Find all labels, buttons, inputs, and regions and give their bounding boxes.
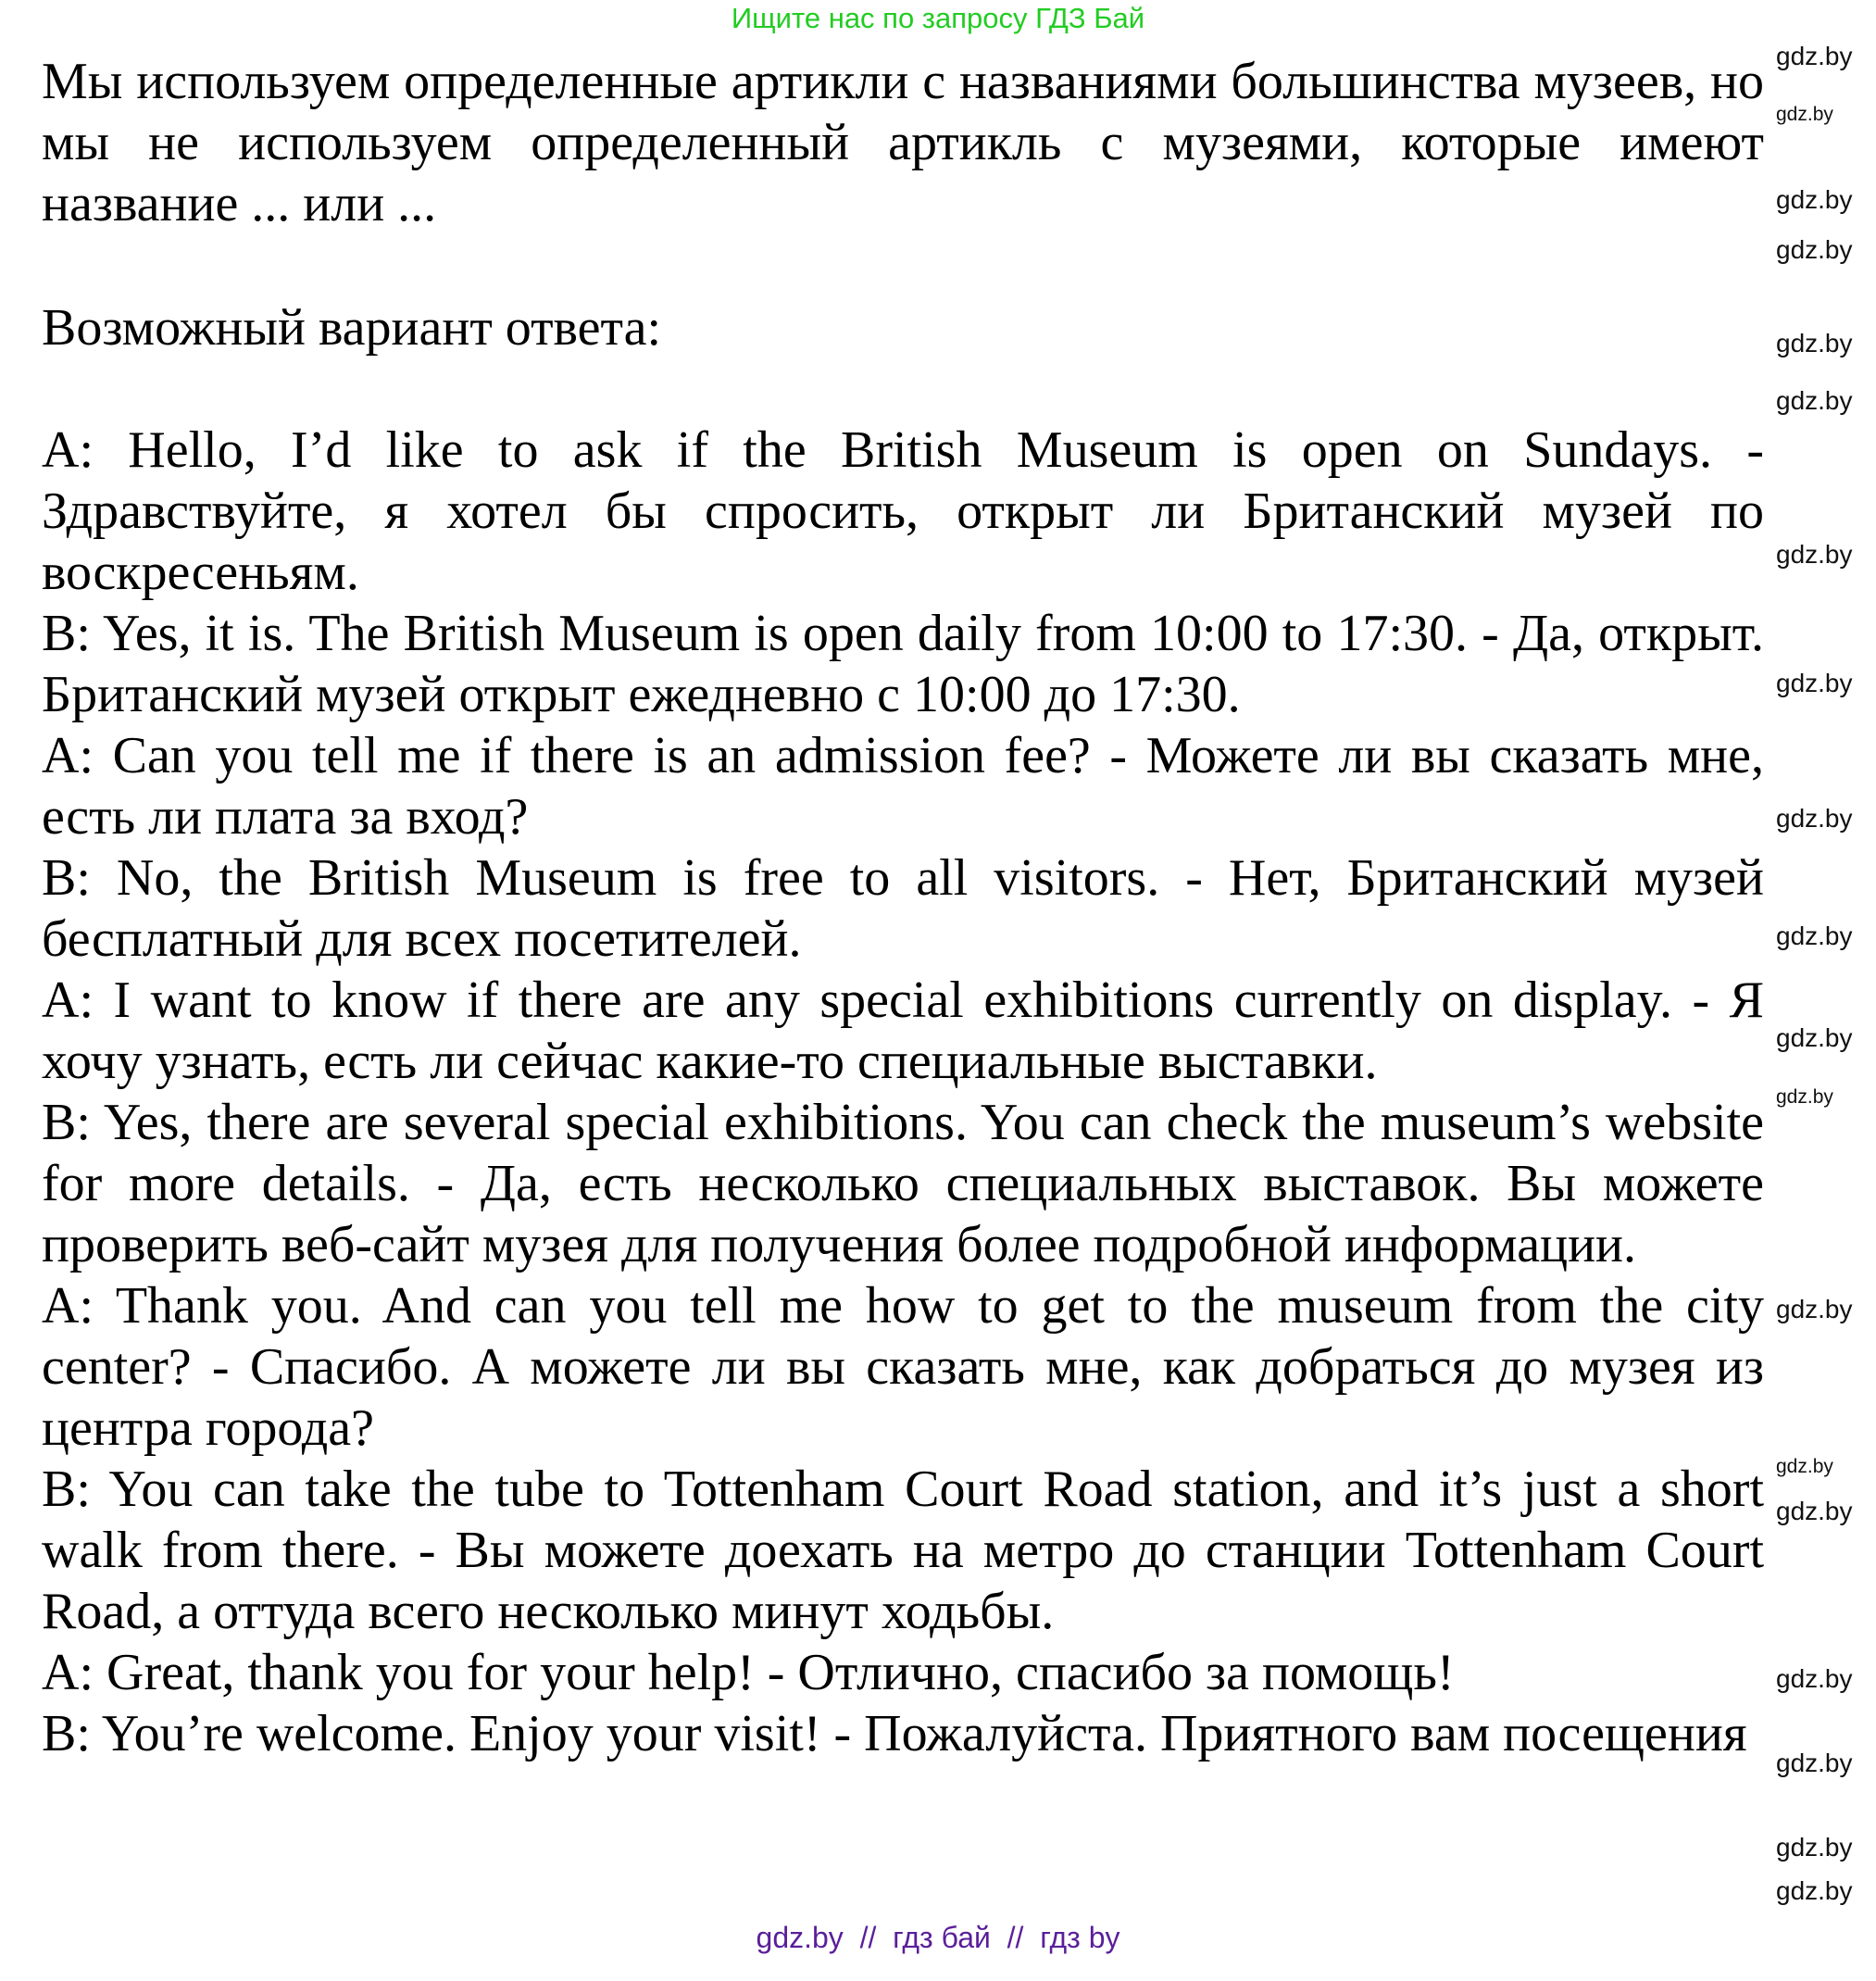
- watermark: gdz.by: [1776, 1295, 1853, 1323]
- watermark: gdz.by: [1776, 540, 1853, 569]
- watermark: gdz.by: [1776, 235, 1853, 264]
- dialogue: [42, 420, 1764, 1764]
- watermark: gdz.by: [1776, 329, 1853, 357]
- dialogue-line: B: Yes, it is. The British Museum is open daily from 10:00 to 17:30. - Да, открыт. Британский музей открыт ежедневно с 10:00 до 17:30.: [42, 605, 1764, 723]
- footer-links: gdz.by // гдз бай // гдз by: [756, 1921, 1120, 1954]
- watermark: gdz.by: [1776, 669, 1853, 697]
- watermark: gdz.by: [1776, 1833, 1853, 1862]
- task-text: Мы используем определенные артикли с названиями большинства музеев, но мы не используем определенный артикль с музеями, которые имеют название ... или ...: [42, 53, 1764, 232]
- dialogue-line: A: Hello, I’d like to ask if the British Museum is open on Sundays. - Здравствуйте, я хотел бы спросить, открыт ли Британский музей по воскресеньям.: [42, 421, 1764, 601]
- watermark: gdz.by: [1776, 1876, 1853, 1905]
- dialogue-line: B: No, the British Museum is free to all visitors. - Нет, Британский музей бесплатный для всех посетителей.: [42, 849, 1764, 968]
- dialogue-line: A: Can you tell me if there is an admission fee? - Можете ли вы сказать мне, есть ли плата за вход?: [42, 727, 1764, 846]
- watermark: gdz.by: [1776, 1497, 1853, 1525]
- watermark: gdz.by: [1776, 42, 1853, 70]
- dialogue-line: B: Yes, there are several special exhibitions. You can check the museum’s website for more details. - Да, есть несколько специальных выставок. Вы можете проверить веб-сайт музея для получения более подробной информации.: [42, 1094, 1764, 1273]
- watermark: gdz.by: [1776, 104, 1833, 125]
- watermark: gdz.by: [1776, 1664, 1853, 1693]
- watermark: gdz.by: [1776, 922, 1853, 950]
- watermark: gdz.by: [1776, 185, 1853, 214]
- dialogue-line: B: You’re welcome. Enjoy your visit! - Пожалуйста. Приятного вам посещения: [42, 1705, 1747, 1762]
- watermark: gdz.by: [1776, 1023, 1853, 1052]
- watermark: gdz.by: [1776, 1749, 1853, 1777]
- dialogue-line: A: Thank you. And can you tell me how to get to the museum from the city center? - Спасибо. А можете ли вы сказать мне, как добраться до музея из центра города?: [42, 1277, 1764, 1457]
- watermark: gdz.by: [1776, 804, 1853, 833]
- answer-heading: Возможный вариант ответа:: [42, 299, 662, 357]
- dialogue-line: B: You can take the tube to Tottenham Court Road station, and it’s just a short walk from there. - Вы можете доехать на метро до станции Tottenham Court Road, а оттуда всего несколько минут ходьбы.: [42, 1461, 1764, 1640]
- footer-row: [0, 1921, 1876, 1955]
- header-banner-row: [0, 2, 1876, 35]
- watermark: gdz.by: [1776, 1086, 1833, 1108]
- dialogue-line: A: Great, thank you for your help! - Отлично, спасибо за помощь!: [42, 1644, 1455, 1701]
- watermark: gdz.by: [1776, 1456, 1833, 1477]
- header-banner: Ищите нас по запросу ГДЗ Бай: [731, 2, 1145, 34]
- dialogue-line: A: I want to know if there are any special exhibitions currently on display. - Я хочу узнать, есть ли сейчас какие-то специальные выставки.: [42, 972, 1764, 1090]
- watermark: gdz.by: [1776, 386, 1853, 415]
